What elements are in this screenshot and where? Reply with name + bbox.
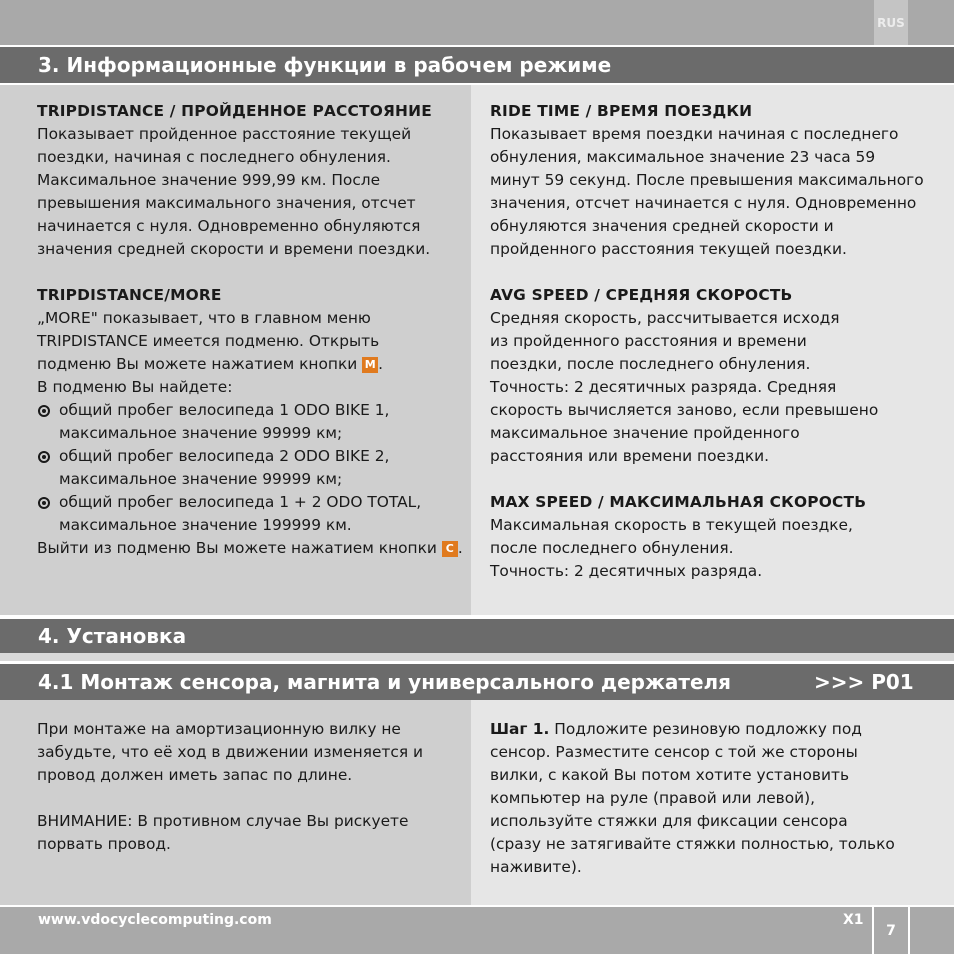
text-line: превышения максимального значения, отсчет	[37, 194, 416, 212]
text-line: Точность: 2 десятичных разряда.	[490, 562, 763, 580]
footer-end	[910, 907, 954, 954]
text-line: сенсор. Разместите сенсор с той же стороны	[490, 743, 858, 761]
text-fragment: максимальное значение 99999 км;	[59, 470, 343, 488]
text-line: вилки, с какой Вы потом хотите установить	[490, 766, 850, 784]
ride-time-heading: RIDE TIME / ВРЕМЯ ПОЕЗДКИ	[490, 102, 753, 120]
step-column	[490, 718, 930, 879]
section-4-1-title	[0, 664, 954, 700]
language-tab: RUS	[874, 0, 908, 45]
page-reference: >>> P01	[814, 670, 914, 694]
text-fragment: общий пробег велосипеда 2 ODO BIKE 2,	[59, 447, 390, 465]
list-item	[37, 445, 467, 491]
text-line: поездки, после последнего обнуления.	[490, 355, 811, 373]
tripdistance-column	[37, 100, 467, 560]
text-fragment: Подложите резиновую подложку под	[549, 720, 862, 738]
text-fragment: .	[457, 539, 463, 557]
text-line	[37, 537, 467, 560]
text-line: При монтаже на амортизационную вилку не	[37, 720, 401, 738]
text-line: значения средней скорости и времени поездки.	[37, 240, 431, 258]
section-3-title: 3. Информационные функции в рабочем режиме	[0, 47, 954, 83]
top-band	[0, 0, 954, 45]
more-heading: TRIPDISTANCE/MORE	[37, 286, 222, 304]
page-number: 7	[874, 907, 908, 954]
warning-line: ВНИМАНИЕ: В противном случае Вы рискуете	[37, 812, 409, 830]
list-item	[37, 399, 467, 445]
text-line: Точность: 2 десятичных разряда. Средняя	[490, 378, 837, 396]
text-fragment: Выйти из подменю Вы можете нажатием кнопки	[37, 539, 442, 557]
text-line: минут 59 секунд. После превышения максимального	[490, 171, 924, 189]
section-4-1-heading: 4.1 Монтаж сенсора, магнита и универсального держателя	[38, 670, 732, 694]
text-line: Показывает пройденное расстояние текущей	[37, 125, 412, 143]
mounting-note-column	[37, 718, 467, 856]
m-button-icon: M	[362, 357, 378, 373]
text-line: скорость вычисляется заново, если превышено	[490, 401, 879, 419]
section-4-title: 4. Установка	[0, 619, 954, 653]
text-line: пройденного расстояния текущей поездки.	[490, 240, 847, 258]
text-line: после последнего обнуления.	[490, 539, 734, 557]
text-line: „MORE" показывает, что в главном меню	[37, 309, 371, 327]
c-button-icon: C	[442, 541, 458, 557]
website-url: www.vdocyclecomputing.com	[38, 912, 272, 928]
text-line: обнуления, максимальное значение 23 часа 59	[490, 148, 876, 166]
avg-speed-heading: AVG SPEED / СРЕДНЯЯ СКОРОСТЬ	[490, 286, 793, 304]
text-fragment: общий пробег велосипеда 1 ODO BIKE 1,	[59, 401, 390, 419]
text-line: начинается с нуля. Одновременно обнуляются	[37, 217, 421, 235]
odo-list	[37, 399, 467, 537]
text-line: Показывает время поездки начиная с последнего	[490, 125, 899, 143]
text-line	[37, 353, 467, 376]
text-fragment: максимальное значение 199999 км.	[59, 516, 352, 534]
text-fragment: общий пробег велосипеда 1 + 2 ODO TOTAL,	[59, 493, 422, 511]
text-line: забудьте, что её ход в движении изменяется и	[37, 743, 424, 761]
text-line: компьютер на руле (правой или левой),	[490, 789, 816, 807]
text-fragment: подменю Вы можете нажатием кнопки	[37, 355, 363, 373]
text-line: В подменю Вы найдете:	[37, 378, 233, 396]
ride-column	[490, 100, 930, 583]
tripdistance-heading: TRIPDISTANCE / ПРОЙДЕННОЕ РАССТОЯНИЕ	[37, 102, 432, 120]
text-fragment: максимальное значение 99999 км;	[59, 424, 343, 442]
warning-line: порвать провод.	[37, 835, 171, 853]
text-line: из пройденного расстояния и времени	[490, 332, 807, 350]
max-speed-heading: MAX SPEED / МАКСИМАЛЬНАЯ СКОРОСТЬ	[490, 493, 867, 511]
text-line: наживите).	[490, 858, 582, 876]
text-line: TRIPDISTANCE имеется подменю. Открыть	[37, 332, 380, 350]
model-name: X1	[843, 912, 864, 928]
text-line: провод должен иметь запас по длине.	[37, 766, 353, 784]
spacer	[0, 653, 954, 661]
text-line: расстояния или времени поездки.	[490, 447, 770, 465]
text-line: максимальное значение пройденного	[490, 424, 800, 442]
text-line: Максимальное значение 999,99 км. После	[37, 171, 381, 189]
step-label: Шаг 1.	[490, 720, 550, 738]
text-line: обнуляются значения средней скорости и	[490, 217, 834, 235]
text-line: значения, отсчет начинается с нуля. Одновременно	[490, 194, 917, 212]
text-line: (сразу не затягивайте стяжки полностью, только	[490, 835, 895, 853]
list-item	[37, 491, 467, 537]
text-line: Максимальная скорость в текущей поездке,	[490, 516, 853, 534]
text-line: поездки, начиная с последнего обнуления.	[37, 148, 391, 166]
text-line: используйте стяжки для фиксации сенсора	[490, 812, 848, 830]
text-fragment: .	[378, 355, 384, 373]
text-line: Средняя скорость, рассчитывается исходя	[490, 309, 840, 327]
footer-band	[0, 907, 874, 954]
text-line	[490, 718, 930, 741]
